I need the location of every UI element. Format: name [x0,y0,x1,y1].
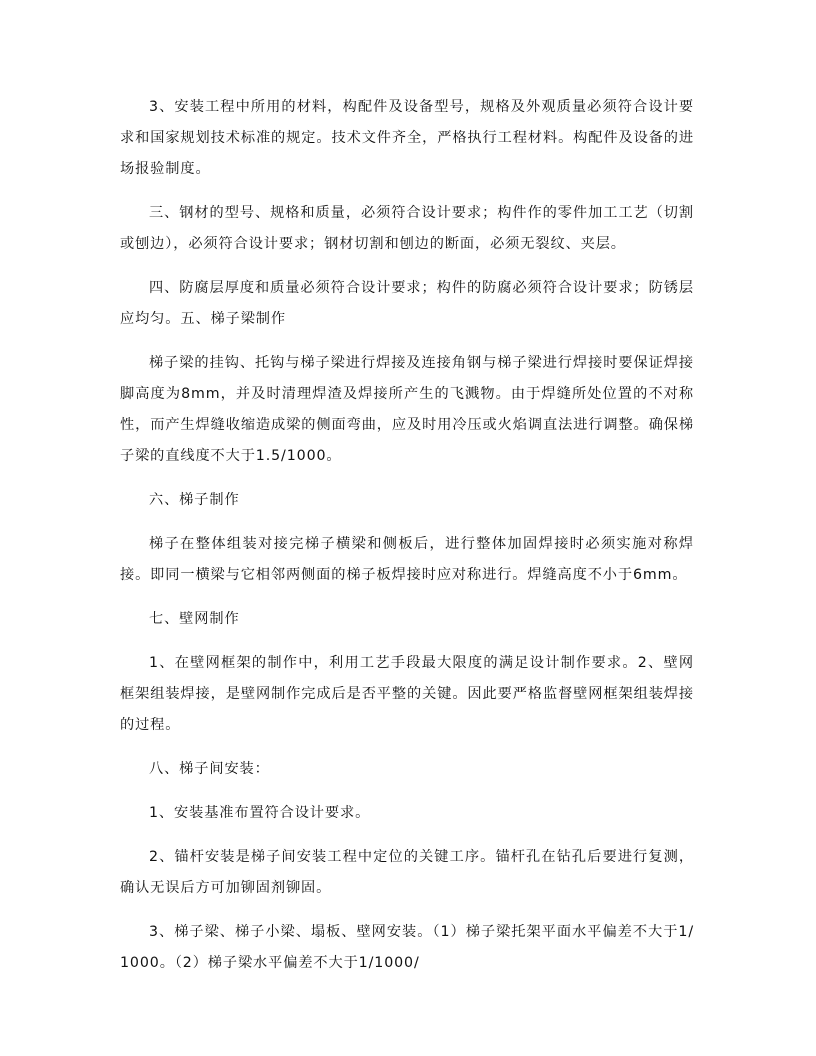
document-body [120,92,694,992]
heading-ladderway-installation: 八、梯子间安装： [149,761,270,777]
paragraph-anchor-installation: 2、锚杆安装是梯子间安装工程中定位的关键工序。锚杆孔在钻孔后要进行复测，确认无误后方可加铆固剂铆固。 [120,849,694,896]
paragraph-ladder-beam-fabrication: 梯子梁的挂钩、托钩与梯子梁进行焊接及连接角钢与梯子梁进行焊接时要保证焊接脚高度为8mm，并及时清理焊渣及焊接所产生的飞溅物。由于焊缝所处位置的不对称性，而产生焊缝收缩造成梁的侧面弯曲，应及时用冷压或火焰调直法进行调整。确保梯子梁的直线度不大于1.5/1000。 [120,355,694,464]
paragraph-steel-specifications: 三、钢材的型号、规格和质量，必须符合设计要求；构件作的零件加工工艺（切割或刨边），必须符合设计要求；钢材切割和刨边的断面，必须无裂纹、夹层。 [120,205,694,252]
heading-ladder-fabrication: 六、梯子制作 [149,492,240,508]
paragraph-beam-installation-tolerance: 3、梯子梁、梯子小梁、塌板、壁网安装。（1）梯子梁托架平面水平偏差不大于1/1000。（2）梯子梁水平偏差不大于1/1000/ [120,924,694,971]
paragraph-materials-requirements: 3、安装工程中所用的材料，构配件及设备型号，规格及外观质量必须符合设计要求和国家规划技术标准的规定。技术文件齐全，严格执行工程材料。构配件及设备的进场报验制度。 [120,99,694,177]
paragraph-anticorrosion: 四、防腐层厚度和质量必须符合设计要求；构件的防腐必须符合设计要求；防锈层应均匀。五、梯子梁制作 [120,280,694,327]
paragraph-ladder-welding: 梯子在整体组装对接完梯子横梁和侧板后，进行整体加固焊接时必须实施对称焊接。即同一横梁与它相邻两侧面的梯子板焊接时应对称进行。焊缝高度不小于6mm。 [120,536,694,583]
paragraph-wall-mesh-frame: 1、在壁网框架的制作中，利用工艺手段最大限度的满足设计制作要求。2、壁网框架组装焊接，是壁网制作完成后是否平整的关键。因此要严格监督壁网框架组装焊接的过程。 [120,655,694,733]
heading-wall-mesh-fabrication: 七、壁网制作 [149,611,240,627]
paragraph-installation-datum: 1、安装基准布置符合设计要求。 [149,805,371,821]
